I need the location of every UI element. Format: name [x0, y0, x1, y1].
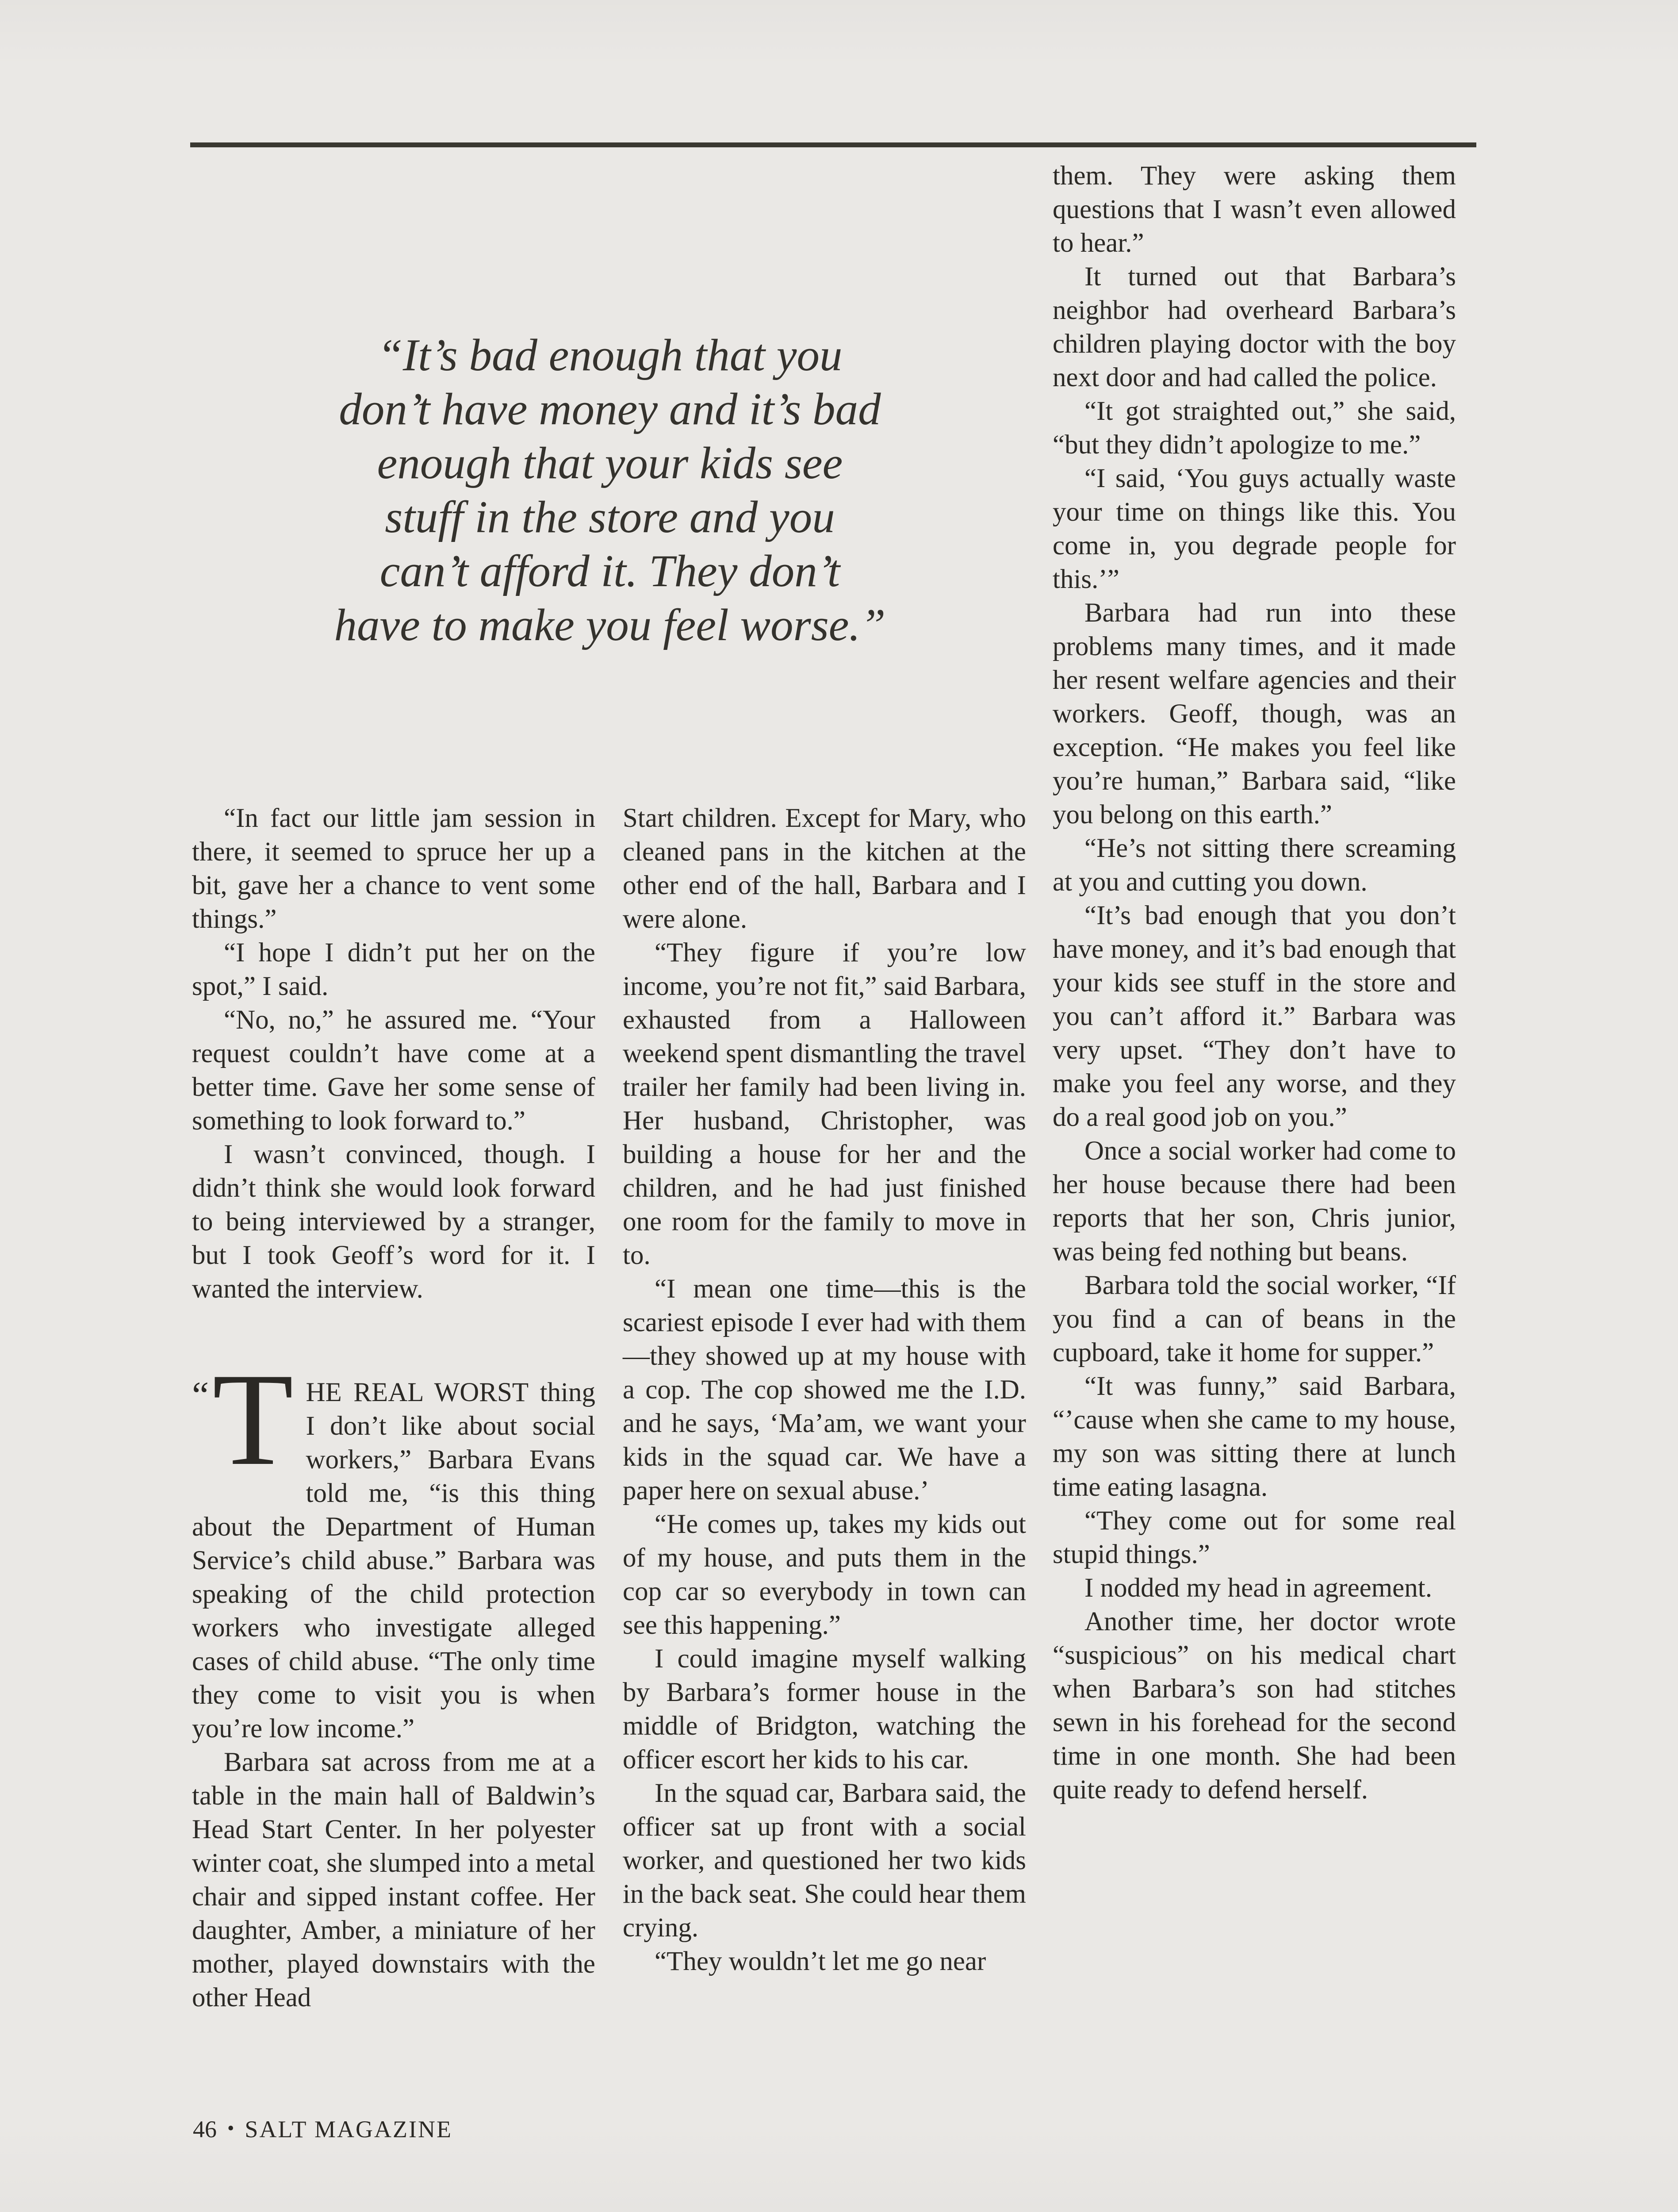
paragraph: “He comes up, takes my kids out of my house, and puts them in the cop car so everybody in town can see this happening.” [623, 1509, 1026, 1640]
column-middle [623, 802, 1026, 1978]
paragraph: “It was funny,” said Barbara, “’cause when she came to my house, my son was sitting there at lunch time eating lasagna. [1053, 1371, 1456, 1502]
paragraph: them. They were asking them questions that I wasn’t even allowed to hear.” [1053, 161, 1456, 258]
paragraph: I could imagine myself walking by Barbara’s former house in the middle of Bridgton, watching the officer escort her kids to his car. [623, 1644, 1026, 1774]
pull-quote-line: can’t afford it. They don’t [379, 546, 840, 596]
paragraph: “In fact our little jam session in there, it seemed to spruce her up a bit, gave her a chance to vent some things.” [192, 803, 595, 934]
paragraph: “They wouldn’t let me go near [655, 1947, 986, 1976]
paragraph: In the squad car, Barbara said, the officer sat up front with a social worker, and questioned her two kids in the back seat. She could hear them crying. [623, 1778, 1026, 1943]
paragraph: “I said, ‘You guys actually waste your time on things like this. You come in, you degrade people for this.’” [1053, 464, 1456, 594]
paragraph: “I mean one time—this is the scariest episode I ever had with them—they showed up at my house with a cop. The cop showed me the I.D. and he says, ‘Ma’am, we want your kids in the squad car. We have a paper here on sexual abuse.’ [623, 1274, 1026, 1505]
pull-quote-line: enough that your kids see [377, 438, 843, 488]
pull-quote-line: “It’s bad enough that you [377, 330, 843, 380]
paragraph: It turned out that Barbara’s neighbor had overheard Barbara’s children playing doctor with the boy next door and had called the police. [1053, 262, 1456, 392]
paragraph: “No, no,” he assured me. “Your request couldn’t have come at a better time. Gave her some sense of something to look forward to.” [192, 1005, 595, 1136]
page-number: 46 [193, 2116, 217, 2143]
bullet-icon: • [227, 2117, 234, 2139]
drop-cap-paragraph [192, 1346, 595, 1746]
magazine-name: SALT MAGAZINE [245, 2116, 452, 2143]
paragraph: Barbara told the social worker, “If you find a can of beans in the cupboard, take it home for supper.” [1053, 1271, 1456, 1367]
pull-quote-line: have to make you feel worse.” [334, 600, 886, 650]
paragraph: Start children. Except for Mary, who cleaned pans in the kitchen at the other end of the hall, Barbara and I were alone. [623, 803, 1026, 934]
top-rule-divider [190, 142, 1476, 147]
column-right [1053, 159, 1456, 1807]
paragraph: “They come out for some real stupid things.” [1053, 1506, 1456, 1569]
drop-cap-paragraph-text: HE REAL WORST thing I don’t like about social workers,” Barbara Evans told me, “is this thing about the Department of Human Service’s child abuse.” Barbara was speaking of the child protection workers who investigate alleged cases of child abuse. “The only time they come to visit you is when you’re low income.” [192, 1378, 595, 1743]
pull-quote-line: stuff in the store and you [385, 492, 835, 542]
drop-cap-open-quote: “ [192, 1374, 209, 1416]
column-left [192, 802, 595, 2015]
paragraph: “I hope I didn’t put her on the spot,” I said. [192, 938, 595, 1001]
paragraph: I wasn’t convinced, though. I didn’t think she would look forward to being interviewed by a stranger, but I took Geoff’s word for it. I wanted the interview. [192, 1140, 595, 1304]
paragraph: I nodded my head in agreement. [1084, 1573, 1432, 1603]
paragraph: “They figure if you’re low income, you’re not fit,” said Barbara, exhausted from a Halloween weekend spent dismantling the travel trailer her family had been living in. Her husband, Christopher, was building a house for her and the children, and he had just finished one room for the family to move in to. [623, 938, 1026, 1270]
drop-cap-initial: T [212, 1346, 294, 1493]
pull-quote-line: don’t have money and it’s bad [339, 384, 881, 434]
paragraph: “It got straighted out,” she said, “but they didn’t apologize to me.” [1053, 396, 1456, 460]
page-footer [193, 2116, 452, 2143]
paragraph: Once a social worker had come to her house because there had been reports that her son, Chris junior, was being fed nothing but beans. [1053, 1136, 1456, 1267]
paragraph: Another time, her doctor wrote “suspicious” on his medical chart when Barbara’s son had stitches sewn in his forehead for the second time in one month. She had been quite ready to defend herself. [1053, 1607, 1456, 1805]
paragraph: “It’s bad enough that you don’t have money, and it’s bad enough that your kids see stuff in the store and you can’t afford it.” Barbara was very upset. “They don’t have to make you feel any worse, and they do a real good job on you.” [1053, 901, 1456, 1132]
drop-cap [192, 1346, 294, 1493]
paragraph: “He’s not sitting there screaming at you and cutting you down. [1053, 833, 1456, 897]
paragraph: Barbara had run into these problems many times, and it made her resent welfare agencies and their workers. Geoff, though, was an exception. “He makes you feel like you’re human,” Barbara said, “like you belong on this earth.” [1053, 598, 1456, 830]
paragraph: Barbara sat across from me at a table in the main hall of Baldwin’s Head Start Center. In her polyester winter coat, she slumped into a metal chair and sipped instant coffee. Her daughter, Amber, a miniature of her mother, played downstairs with the other Head [192, 1747, 595, 2012]
pull-quote [192, 328, 1028, 652]
